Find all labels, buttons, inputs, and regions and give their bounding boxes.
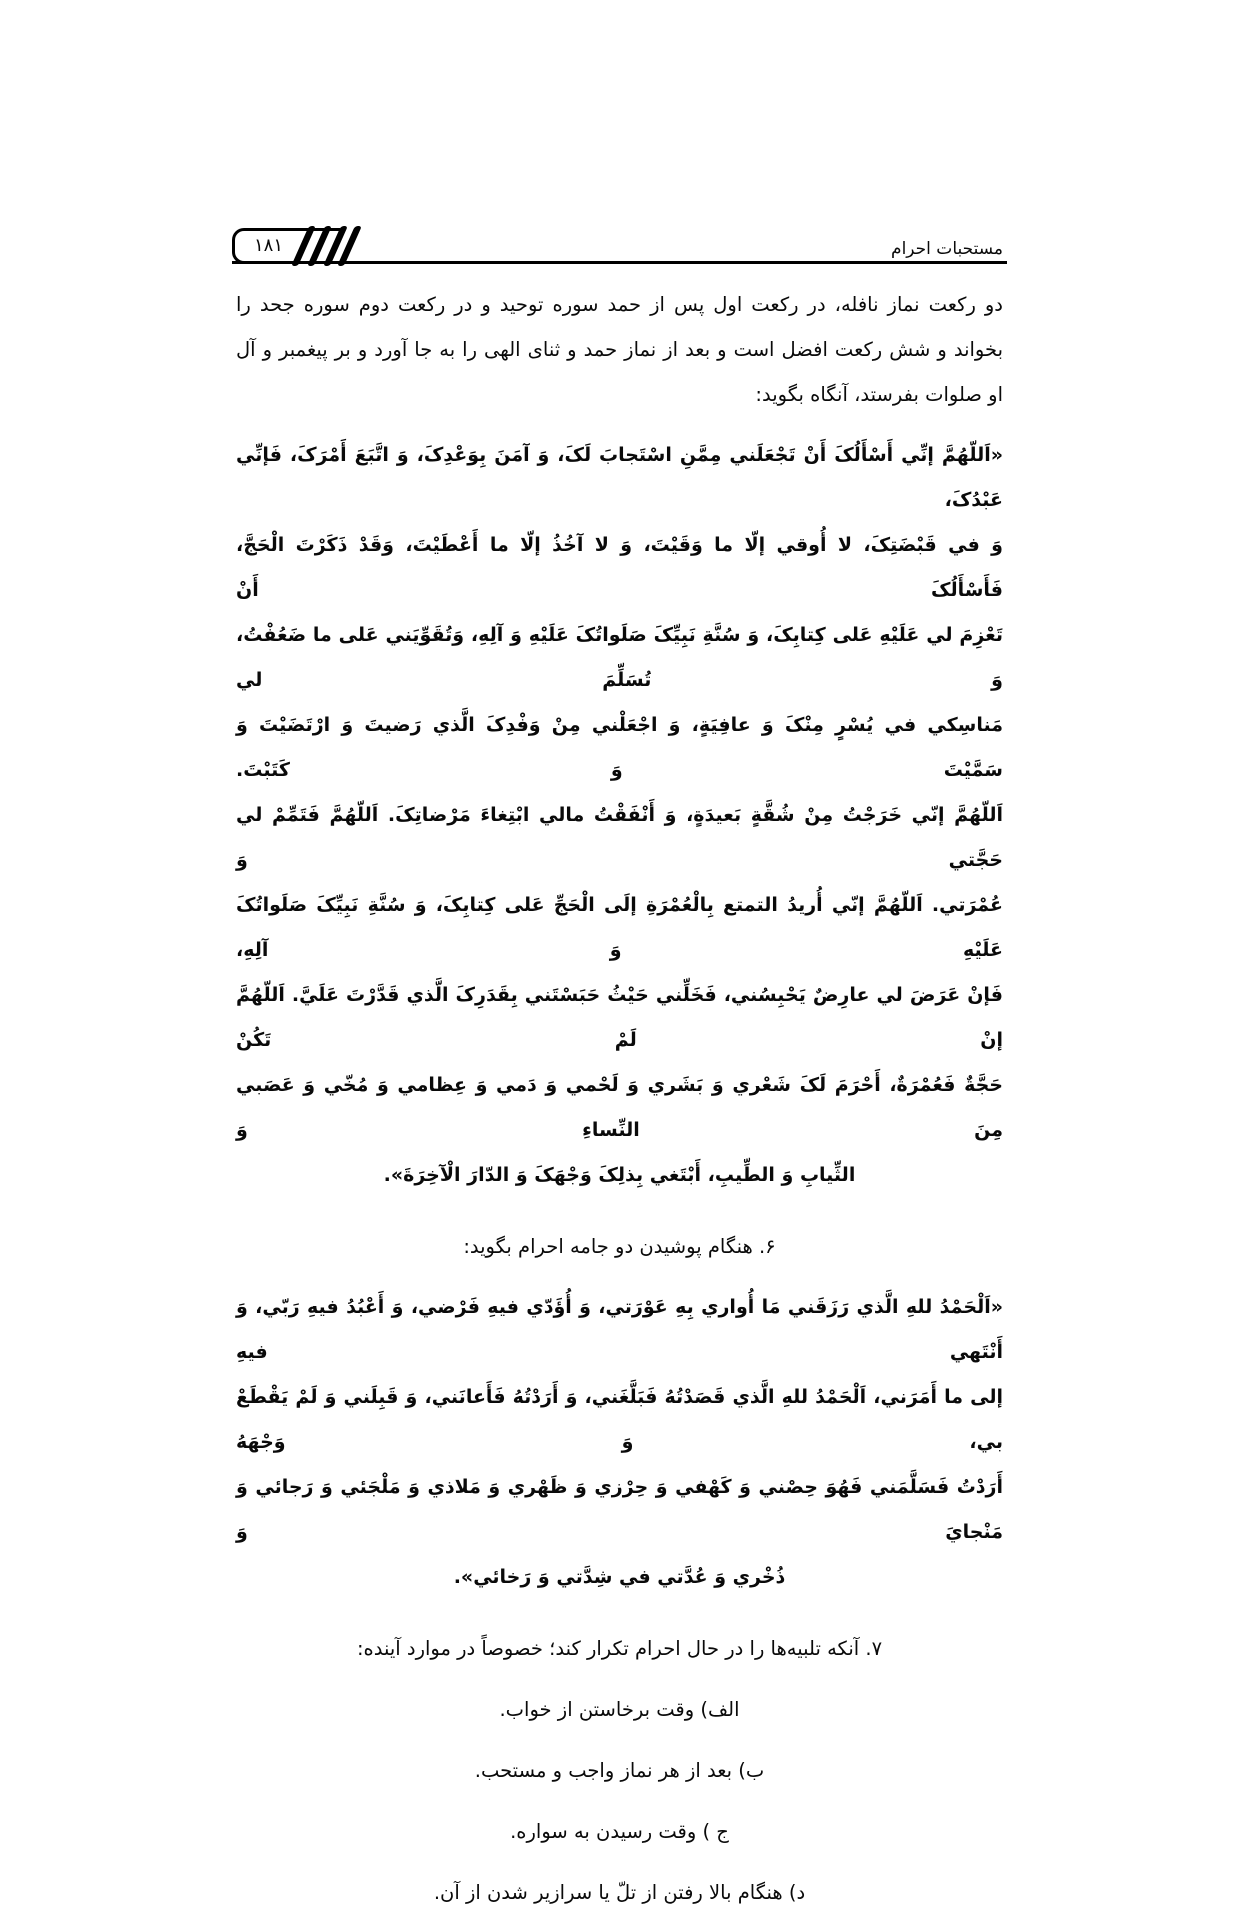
dua-line: وَ في قَبْضَتِکَ، لا أُوقي إلّا ما وَقَيْتَ، وَ لا آخُذُ إلّا ما أَعْطَيْتَ، وَقَدْ ذَکَرْتَ الْحَجَّ، فَأَسْأَلُکَ أَنْ: [236, 534, 1003, 601]
sub-list-item-be: ب) بعد از هر نماز واجب و مستحب.: [474, 1759, 765, 1782]
dua-line: تَعْزِمَ لي عَلَيْهِ عَلى کِتابِکَ، وَ سُنَّةِ نَبِيِّکَ صَلَواتُکَ عَلَيْهِ وَ آلِهِ، وَتُقَوِّيَني عَلى ما ضَعُفْتُ، وَ تُسَلِّمَ لي: [236, 624, 1003, 691]
dua-line: مَناسِکي في يُسْرٍ مِنْکَ وَ عافِيَةٍ، وَ اجْعَلْني مِنْ وَفْدِکَ الَّذي رَضيتَ وَ ارْتَضَيْتَ وَ سَمَّيْتَ وَ کَتَبْتَ.: [236, 714, 1003, 781]
header-divider: [232, 261, 1007, 264]
dua-line: أَرَدْتُ فَسَلَّمَني فَهُوَ حِصْني وَ کَهْفي وَ حِرْزي وَ ظَهْري وَ مَلاذي وَ مَلْجَئي وَ رَجائي وَ مَنْجايَ وَ: [236, 1476, 1003, 1543]
dua-line: حَجَّةٌ فَعُمْرَةٌ، أَحْرَمَ لَکَ شَعْري وَ بَشَري وَ لَحْمي وَ دَمي وَ عِظامي وَ مُخّي وَ عَصَبي مِنَ النِّساءِ وَ: [236, 1074, 1003, 1141]
sub-list-item-dal: د) هنگام بالا رفتن از تلّ یا سرازیر شدن از آن.: [433, 1881, 806, 1904]
dua-line: عُمْرَتي. اَللّهُمَّ إنّي أُريدُ التمتع بِالْعُمْرَةِ إلَى الْحَجِّ عَلى کِتابِکَ، وَ سُنَّةِ نَبِيِّکَ صَلَواتُکَ عَلَيْهِ وَ آلِهِ،: [236, 894, 1003, 961]
page-number: ۱۸۱: [254, 235, 284, 256]
page-header: [232, 222, 1007, 264]
sub-list-item-jim: ج ) وقت رسیدن به سواره.: [510, 1820, 729, 1843]
intro-paragraph: دو رکعت نماز نافله، در رکعت اول پس از حمد سوره توحید و در رکعت دوم سوره جحد را بخواند و شش رکعت افضل است و بعد از نماز حمد و ثنای الهی را به جا آورد و بر پیغمبر و آل او صلوات بفرستد، آنگاه بگوید:: [236, 293, 1003, 406]
list-item-six: ۶. هنگام پوشیدن دو جامه احرام بگوید:: [463, 1235, 776, 1258]
dua-line: فَإنْ عَرَضَ لي عارِضٌ يَحْبِسُني، فَخَلِّني حَيْثُ حَبَسْتَني بِقَدَرِکَ الَّذي قَدَّرْتَ عَلَيَّ. اَللّهُمَّ إنْ لَمْ تَکُنْ: [236, 984, 1003, 1051]
supplication-block-one: [236, 433, 1003, 1198]
dua-line: الثِّيابِ وَ الطِّيبِ، أَبْتَغي بِذلِکَ وَجْهَکَ وَ الدّارَ الْآخِرَةَ».: [383, 1164, 856, 1186]
dua-line: اَللّهُمَّ إنّي خَرَجْتُ مِنْ شُقَّةٍ بَعيدَةٍ، وَ أَنْفَقْتُ مالي ابْتِغاءَ مَرْضاتِکَ. اَللّهُمَّ فَتَمِّمْ لي حَجَّتي وَ: [236, 804, 1003, 871]
supplication-block-two: [236, 1285, 1003, 1600]
sub-list-item-alef: الف) وقت برخاستن از خواب.: [499, 1698, 740, 1721]
dua-line: «اَللّهُمَّ إنِّي أَسْأَلُکَ أَنْ تَجْعَلَني مِمَّنِ اسْتَجابَ لَکَ، وَ آمَنَ بِوَعْدِکَ، وَ اتَّبَعَ أَمْرَکَ، فَإنِّي عَبْدُکَ،: [236, 444, 1003, 511]
list-item-seven: ۷. آنکه تلبیه‌ها را در حال احرام تکرار کند؛ خصوصاً در موارد آینده:: [356, 1637, 883, 1660]
page-body: [236, 282, 1003, 1915]
running-header-title: مستحبات احرام: [891, 239, 1003, 259]
slash-ornament-icon: [294, 226, 364, 266]
dua-line: ذُخْري وَ عُدَّتي في شِدَّتي وَ رَخائي».: [453, 1566, 786, 1588]
dua-line: «اَلْحَمْدُ للهِ الَّذي رَزَقَني مَا أُواري بِهِ عَوْرَتي، وَ أُؤَدّي فيهِ فَرْضي، وَ أَعْبُدُ فيهِ رَبّي، وَ أَنْتَهي فيهِ: [236, 1296, 1003, 1363]
dua-line: إلى ما أَمَرَني، اَلْحَمْدُ للهِ الَّذي قَصَدْتُهُ فَبَلَّغَني، وَ أَرَدْتُهُ فَأَعانَني، وَ قَبِلَني وَ لَمْ يَقْطَعْ بي، وَ وَجْهَهُ: [236, 1386, 1003, 1453]
